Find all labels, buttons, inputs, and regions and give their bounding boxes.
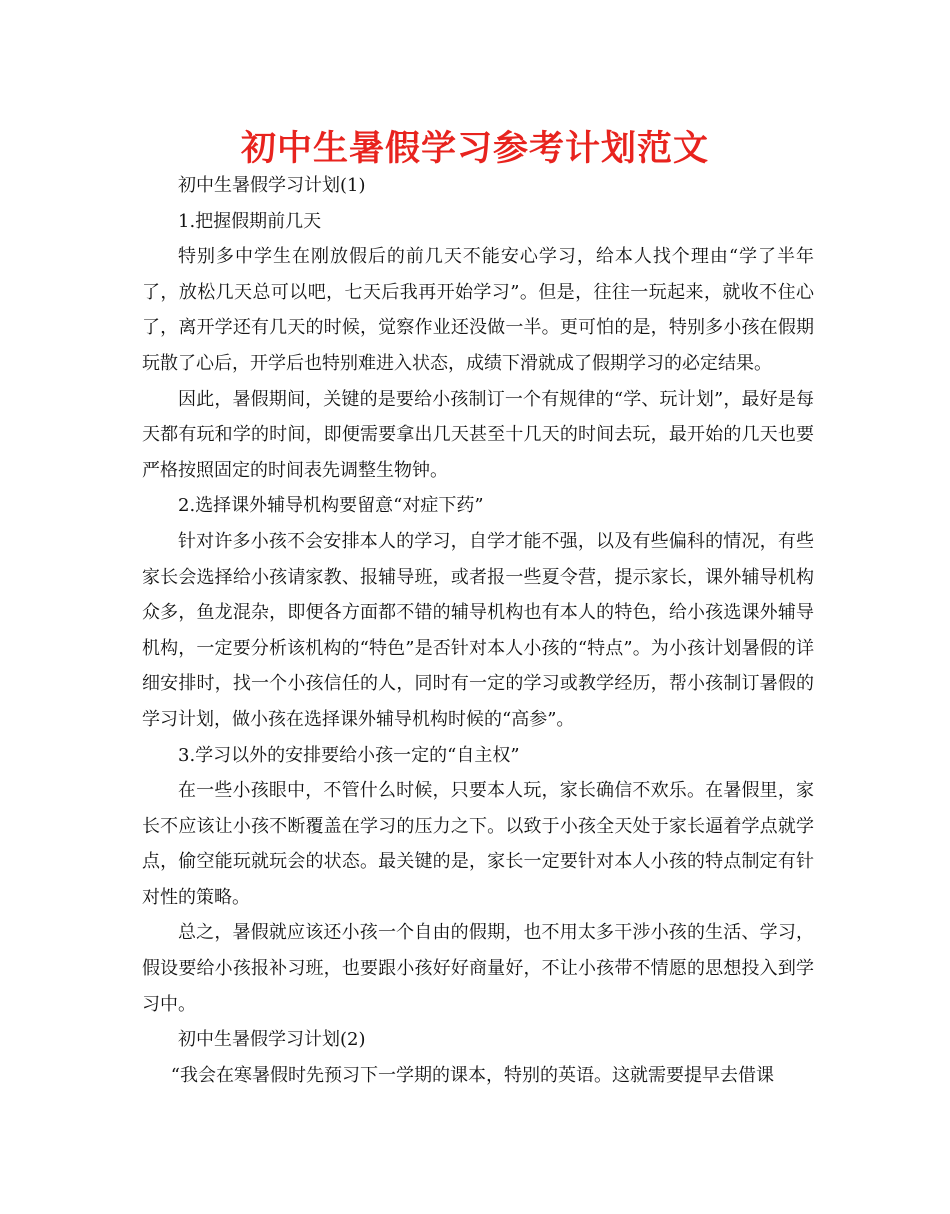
paragraph: 因此，暑假期间，关键的是要给小孩制订一个有规律的“学、玩计划”，最好是每天都有玩和学的时间，即便需要拿出几天甚至十几天的时间去玩，最开始的几天也要严格按照固定的时间表先调整生物钟。 (142, 388, 814, 481)
paragraph: 特别多中学生在刚放假后的前几天不能安心学习，给本人找个理由“学了半年了，放松几天总可以吧，七天后我再开始学习”。但是，往往一玩起来，就收不住心了，离开学还有几天的时候，觉察作业还没做一半。更可怕的是，特别多小孩在假期玩散了心后，开学后也特别难进入状态，成绩下滑就成了假期学习的必定结果。 (142, 246, 814, 374)
section-heading: 初中生暑假学习计划(1) (178, 175, 366, 196)
subheading: 1.把握假期前几天 (178, 210, 322, 232)
paragraph: “我会在寒暑假时先预习下一学期的课本，特别的英语。这就需要提早去借课 (170, 1064, 774, 1086)
subheading: 2.选择课外辅导机构要留意“对症下药” (178, 495, 484, 517)
document-body (142, 168, 814, 1093)
subheading: 3.学习以外的安排要给小孩一定的“自主权” (178, 744, 520, 766)
document-title: 初中生暑假学习参考计划范文 (240, 129, 709, 169)
paragraph: 针对许多小孩不会安排本人的学习，自学才能不强，以及有些偏科的情况，有些家长会选择给小孩请家教、报辅导班，或者报一些夏令营，提示家长，课外辅导机构众多，鱼龙混杂，即便各方面都不错的辅导机构也有本人的特色，给小孩选课外辅导机构，一定要分析该机构的“特色”是否针对本人小孩的“特点”。为小孩计划暑假的详细安排时，找一个小孩信任的人，同时有一定的学习或教学经历，帮小孩制订暑假的学习计划，做小孩在选择课外辅导机构时候的“高参”。 (142, 530, 814, 730)
paragraph: 总之，暑假就应该还小孩一个自由的假期，也不用太多干涉小孩的生活、学习，假设要给小孩报补习班，也要跟小孩好好商量好，不让小孩带不情愿的思想投入到学习中。 (142, 922, 814, 1015)
paragraph: 在一些小孩眼中，不管什么时候，只要本人玩，家长确信不欢乐。在暑假里，家长不应该让小孩不断覆盖在学习的压力之下。以致于小孩全天处于家长逼着学点就学点，偷空能玩就玩会的状态。最关键的是，家长一定要针对本人小孩的特点制定有针对性的策略。 (142, 780, 814, 908)
section-heading: 初中生暑假学习计划(2) (178, 1029, 366, 1051)
